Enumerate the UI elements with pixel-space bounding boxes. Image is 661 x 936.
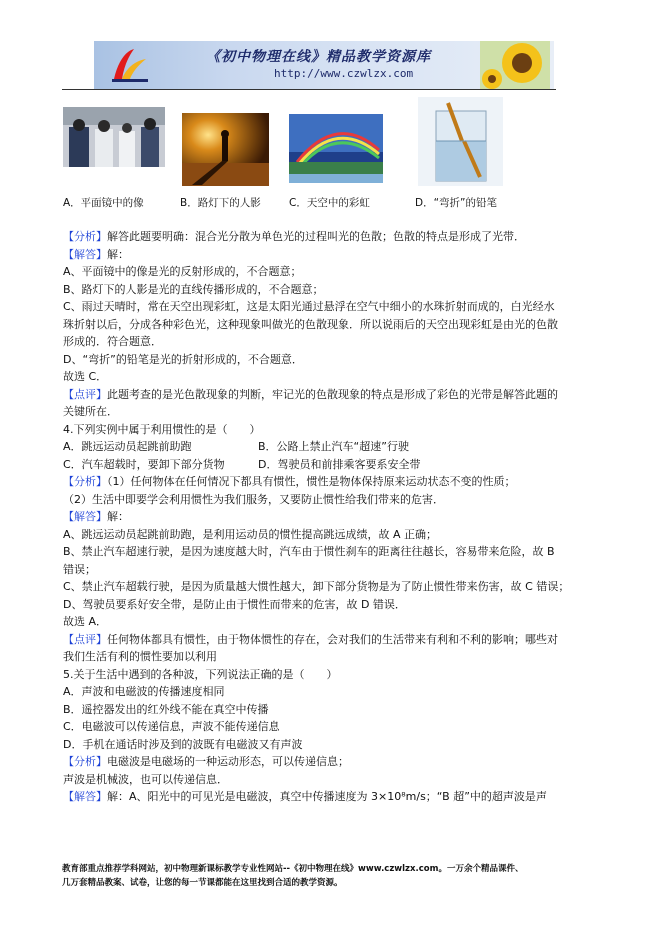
header-divider: [62, 89, 556, 90]
q3-answer-line: 珠折射以后，分成各种彩色光，这种现象叫做光的色散现象．所以说雨后的天空出现彩虹是由光的色散: [63, 317, 558, 331]
q4-answer-line: A、跳远运动员起跳前助跑，是利用运动员的惯性提高跳远成绩，故 A 正确；: [63, 527, 438, 541]
header-banner: [94, 41, 554, 89]
answer-tag: 【解答】: [63, 510, 107, 523]
q5-stem: 5.关于生活中遇到的各种波，下列说法正确的是（ ）: [63, 667, 338, 681]
q4-option-c: C．汽车超载时，要卸下部分货物: [63, 457, 225, 471]
q4-options-row: [63, 456, 593, 474]
analysis-tag: 【分析】: [63, 475, 107, 488]
q4-option-a: A．跳远运动员起跳前助跑: [63, 440, 192, 453]
q3-analysis: 【分析】解答此题要明确：混合光分散为单色光的过程叫光的色散；色散的特点是形成了光带．: [63, 230, 525, 243]
pencil-in-water-photo: [418, 97, 503, 186]
q4-analysis: 【分析】（1）任何物体在任何情况下都具有惯性，惯性是物体保持原来运动状态不变的性质；: [63, 475, 516, 488]
analysis-tag: 【分析】: [63, 755, 107, 768]
footer-line: 教育部重点推荐学科网站，初中物理新课标教学专业性网站--《初中物理在线》www.czwlzx.com。一万余个精品课件、: [62, 864, 524, 874]
answer-tag: 【解答】: [63, 790, 107, 803]
q5-analysis-cont: 声波是机械波，也可以传递信息．: [63, 772, 228, 786]
q3-comment-cont: 关键所在．: [63, 405, 118, 418]
q4-comment-cont: 我们生活有利的惯性要加以利用: [63, 650, 217, 663]
q4-option-d: D．驾驶员和前排乘客要系安全带: [258, 457, 421, 471]
q3-answer-line: C、雨过天晴时，常在天空出现彩虹，这是太阳光通过悬浮在空气中细小的水珠折射而成的，白光经水: [63, 300, 555, 313]
footer-line: 几万套精品教案、试卷，让您的每一节课都能在这里找到合适的教学资源。: [62, 878, 343, 888]
q5-analysis: 【分析】电磁波是电磁场的一种运动形态，可以传递信息；: [63, 755, 349, 768]
option-a-caption: A．平面镜中的像: [63, 197, 144, 209]
q5-answer: 【解答】解：A、阳光中的可见光是电磁波，真空中传播速度为 3×10⁸m/s；“B 超”中的超声波是声: [63, 790, 547, 803]
option-c-caption: C．天空中的彩虹: [289, 197, 370, 209]
q4-comment: 【点评】任何物体都具有惯性，由于物体惯性的存在，会对我们的生活带来有利和不利的影响；哪些对: [63, 632, 558, 646]
q4-answer-head: 【解答】解：: [63, 510, 129, 523]
q5-option-d: D．手机在通话时涉及到的波既有电磁波又有声波: [63, 737, 303, 751]
q4-answer-line: 故选 A．: [63, 615, 108, 628]
page-footer: [62, 862, 602, 890]
rainbow-photo: [287, 112, 385, 185]
q3-answer-line: 故选 C．: [63, 370, 108, 383]
q5-option-b: B．遥控器发出的红外线不能在真空中传播: [63, 702, 269, 716]
q4-answer-line: B、禁止汽车超速行驶，是因为速度越大时，汽车由于惯性刹车的距离往往越长，容易带来危险，故 B: [63, 545, 555, 558]
site-logo: [108, 45, 152, 85]
q3-answer-line: 形成的．符合题意．: [63, 335, 162, 348]
q5-option-a: A．声波和电磁波的传播速度相同: [63, 685, 225, 698]
site-title: 《初中物理在线》精品教学资源库: [206, 49, 431, 65]
q4-answer-line: C、禁止汽车超载行驶，是因为质量越大惯性越大，卸下部分货物是为了防止惯性带来伤害，故 C 错误；: [63, 580, 570, 593]
q4-options-row: [63, 438, 593, 456]
streetlight-shadow-photo: [182, 113, 269, 186]
q4-option-b: B．公路上禁止汽车“超速”行驶: [258, 440, 409, 453]
option-b-caption: B．路灯下的人影: [180, 197, 261, 209]
comment-tag: 【点评】: [63, 387, 107, 401]
q3-comment: 【点评】此题考查的是光色散现象的判断，牢记光的色散现象的特点是形成了彩色的光带是解答此题的: [63, 387, 558, 401]
mirror-photo: [63, 107, 165, 167]
q3-answer-line: A、平面镜中的像是光的反射形成的，不合题意；: [63, 265, 302, 278]
q4-analysis-cont: （2）生活中即要学会利用惯性为我们服务，又要防止惯性给我们带来的危害．: [63, 492, 444, 506]
comment-tag: 【点评】: [63, 632, 107, 646]
option-d-caption: D．“弯折”的铅笔: [415, 197, 497, 209]
q5-option-c: C．电磁波可以传递信息，声波不能传递信息: [63, 720, 280, 733]
q3-answer-head: 【解答】解：: [63, 247, 129, 261]
document-body: [63, 228, 593, 806]
sunflower-image: [480, 41, 550, 89]
analysis-tag: 【分析】: [63, 230, 107, 243]
q3-answer-line: D、“弯折”的铅笔是光的折射形成的，不合题意．: [63, 352, 303, 366]
site-url[interactable]: http://www.czwlzx.com: [274, 67, 414, 80]
q4-answer-line: D、驾驶员要系好安全带，是防止由于惯性而带来的危害，故 D 错误．: [63, 597, 406, 611]
q3-answer-line: B、路灯下的人影是光的直线传播形成的，不合题意；: [63, 282, 324, 296]
answer-tag: 【解答】: [63, 247, 107, 261]
q4-answer-line: 错误；: [63, 562, 96, 576]
q4-stem: 4.下列实例中属于利用惯性的是（ ）: [63, 422, 261, 436]
